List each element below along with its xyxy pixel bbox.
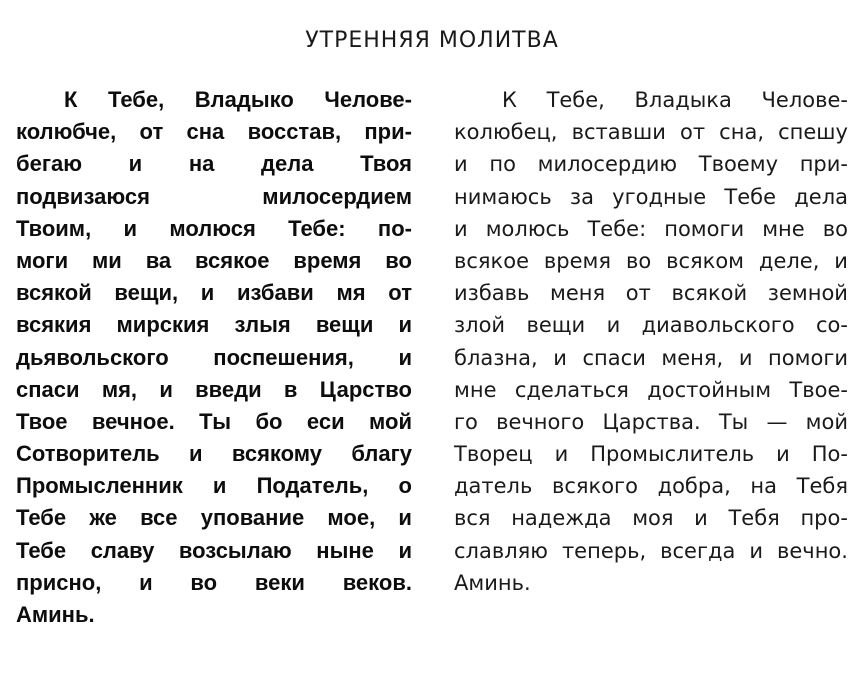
word: и [694,506,708,531]
word: вставши [571,120,666,145]
word: всякой [16,280,92,306]
word: молюсь [485,216,570,241]
word: и [398,505,412,531]
word: Тебе [16,505,67,531]
word: избавь [454,281,530,306]
word: вечно. [777,538,848,563]
word: веки [254,569,305,595]
word: и [123,215,138,241]
word: веков. [342,569,412,595]
word: благу [351,441,412,467]
word: милосердию [537,152,678,177]
russian-text-line [454,116,848,148]
word: датель [454,474,533,499]
word: Ты [718,409,749,434]
word: и [834,248,848,273]
word: во [822,216,848,241]
slavonic-text-line [16,245,412,277]
word: дела [794,184,848,209]
russian-text-line [454,406,848,438]
word: всякой [671,281,748,306]
word: про- [800,506,848,531]
word: деле, [758,248,820,273]
word: Промысленник [16,473,183,499]
word: По- [811,442,848,467]
word: во [190,569,218,595]
word: и [606,313,621,338]
word: при- [364,119,412,145]
word: и [200,280,215,306]
word: — [766,409,788,434]
word: всякия [16,312,92,338]
word: и [128,151,143,177]
word: Аминь. [16,602,95,627]
russian-text-line [454,502,848,534]
word: со- [816,313,848,338]
word: и [454,216,468,241]
word: Царства. [602,409,701,434]
word: от [625,281,651,306]
word: молюся [169,215,256,241]
word: спаси [582,345,646,370]
russian-translation-column [454,84,848,599]
slavonic-text-line [16,535,412,567]
word: Тебя [728,506,780,531]
word: славляю [454,538,548,563]
word: Тебя [796,474,848,499]
word: Владыко [194,87,294,112]
word: и [553,345,567,370]
russian-text-line [454,181,848,213]
word: Тебе [724,184,777,209]
slavonic-text-line [16,567,412,599]
russian-text-line [454,438,848,470]
russian-text-line [454,567,848,599]
slavonic-text-line [16,213,412,245]
word: и [212,473,227,499]
word: время [543,248,612,273]
slavonic-text-line [16,309,412,341]
word: и [454,152,468,177]
word: Челове- [761,88,848,112]
slavonic-text-line [16,438,412,470]
word: по- [377,215,412,241]
word: введи [195,376,262,402]
word: бо [255,408,283,434]
word: всякое [454,248,530,273]
word: надежда [511,506,612,531]
word: всякое [195,247,270,273]
word: меня [550,281,606,306]
word: всегда [660,538,736,563]
word: и [189,441,203,467]
word: вещи [315,312,374,338]
word: во [385,247,412,273]
word: и [159,376,173,402]
word: сна, [719,120,764,145]
word: все [140,505,178,531]
word: всякого [551,474,638,499]
slavonic-text-line [16,599,412,631]
word: Владыка [634,88,732,112]
slavonic-text-line [16,116,412,148]
word: меня, [661,345,724,370]
word: время [293,247,362,273]
word: поспешения, [213,344,354,370]
word: дела [261,151,314,177]
word: Сотворитель [16,441,160,467]
word: К [502,88,517,112]
word: Тебе: [288,215,346,241]
russian-text-line [454,213,848,245]
word: мое, [327,505,376,531]
word: за [569,184,594,209]
word: Челове- [324,87,412,112]
russian-text-line [454,374,848,406]
word: угодные [612,184,707,209]
word: моги [16,247,69,273]
russian-text-line [454,535,848,567]
word: Творец [454,442,533,467]
slavonic-text-line [16,84,412,116]
word: Аминь. [454,570,531,595]
word: от [388,280,412,306]
word: о [398,473,412,499]
word: подвизаюся [16,183,150,209]
word: бегаю [16,151,83,177]
word: и [398,312,412,338]
word: достойным [647,377,772,402]
word: во [625,248,652,273]
word: и [749,538,764,563]
word: вечное. [91,408,175,434]
slavonic-text-line [16,342,412,374]
word: и [398,344,412,370]
word: колюбец, [454,120,558,145]
word: мя, [101,376,138,402]
word: Твое- [789,377,848,402]
word: и [776,442,790,467]
word: Твоя [360,151,412,177]
word: Твое [16,408,68,434]
word: дьявольского [16,344,169,370]
word: Твоим, [16,215,92,241]
word: спешу [778,120,848,145]
word: мне [762,216,805,241]
slavonic-text-line [16,181,412,213]
word: упование [200,505,305,531]
russian-text-line [454,245,848,277]
russian-text-line [454,309,848,341]
word: всякому [231,441,322,467]
word: всяком [666,248,745,273]
slavonic-text-line [16,374,412,406]
slavonic-text-line [16,148,412,180]
word: на [188,151,215,177]
word: и [738,345,753,370]
word: Твоему [698,152,778,177]
word: вечного [496,409,585,434]
word: на [750,474,777,499]
word: сна [186,119,225,145]
word: и [554,442,569,467]
word: ва [145,247,172,273]
word: спаси [16,376,80,402]
word: сделаться [514,377,629,402]
slavonic-text-line [16,277,412,309]
word: Тебе, [108,87,165,112]
word: теперь, [561,538,647,563]
word: Промыслитель [590,442,755,467]
page-title: УТРЕННЯЯ МОЛИТВА [305,28,559,53]
word: восстав, [247,119,342,145]
word: мирския [116,312,210,338]
word: еси [306,408,345,434]
word: избави [237,280,314,306]
russian-text-line [454,277,848,309]
slavonic-text-line [16,470,412,502]
word: милосердием [262,183,412,209]
word: колюбче, [16,119,117,145]
word: славу [90,537,155,563]
word: в [283,376,298,402]
word: добра, [657,474,731,499]
word: вещи [526,313,586,338]
church-slavonic-column [16,84,412,631]
word: от [679,120,706,145]
word: ми [92,247,122,273]
word: К [64,87,78,112]
russian-text-line [454,84,848,116]
word: нимаюсь [454,184,552,209]
word: присно, [16,569,102,595]
word: диавольского [641,313,795,338]
word: злыя [234,312,291,338]
word: Царство [319,376,412,402]
word: земной [767,281,848,306]
word: по [489,152,516,177]
word: возсылаю [178,537,292,563]
word: моя [632,506,674,531]
word: мой [369,408,412,434]
russian-text-line [454,148,848,180]
word: Ты [199,408,232,434]
word: мне [454,377,497,402]
word: Тебе [16,537,67,563]
word: и [398,537,412,563]
word: мой [805,409,848,434]
russian-text-line [454,470,848,502]
word: мя [336,280,366,306]
word: вся [454,506,491,531]
word: помоги [768,345,848,370]
word: при- [799,152,848,177]
word: блазна, [454,345,538,370]
slavonic-text-line [16,406,412,438]
word: помоги [664,216,745,241]
word: Тебе: [587,216,647,241]
word: Тебе, [546,88,605,112]
slavonic-text-line [16,502,412,534]
word: злой [454,313,506,338]
word: и [139,569,153,595]
word: го [454,409,478,434]
word: вещи, [114,280,179,306]
word: от [139,119,164,145]
word: Податель, [256,473,369,499]
russian-text-line [454,342,848,374]
word: ныне [316,537,374,563]
word: же [89,505,117,531]
